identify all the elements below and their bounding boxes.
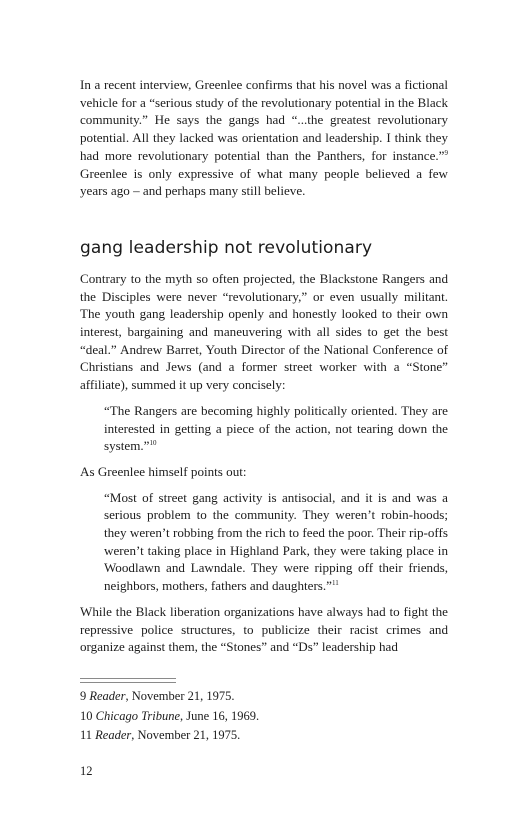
paragraph-text: In a recent interview, Greenlee confirms that his novel was a fictional vehicle for a “serious study of the revolutionary potential in the Black community.” He says the gangs had “...the greatest revolutionary potential. All they lacked was orientation and leadership. I think they had more revolutionary potential than the Panthers, for instance.” (80, 77, 448, 163)
paragraph-text-tail: Greenlee is only expressive of what many people believed a few years ago – and perhaps many still believe. (80, 165, 448, 199)
section-heading: gang leadership not revolutionary (80, 237, 373, 258)
footnote-source: Chicago Tribune (95, 708, 181, 723)
paragraph-greenlee-interview (80, 76, 448, 200)
page-body (80, 76, 448, 656)
footnote-rest: , November 21, 1975. (131, 728, 241, 742)
footnote-source: Reader (89, 689, 126, 703)
blockquote-street-gang (104, 489, 448, 595)
footnote-11 (80, 726, 448, 746)
quote-text: “Most of street gang activity is antisocial, and it is and was a serious problem to the community. They weren’t robin-hoods; they weren’t robbing from the rich to feed the poor. Their rip-offs weren’t taking place in Highland Park, they were taking place in Woodlawn and Lawndale. They were ripping off their friends, neighbors, mothers, fathers and daughters.” (104, 489, 448, 594)
footnote-ref-11: 11 (331, 579, 339, 588)
blockquote-rangers (104, 402, 448, 455)
footnote-number: 10 (80, 708, 93, 723)
quote-text: “The Rangers are becoming highly politically oriented. They are interested in getting a piece of the action, not tearing down the system.” (104, 402, 448, 454)
footnote-number: 9 (80, 689, 87, 703)
footnotes (80, 687, 448, 746)
footnote-10 (80, 707, 448, 727)
paragraph-greenlee-points-out: As Greenlee himself points out: (80, 463, 247, 479)
page-number: 12 (80, 764, 93, 778)
footnote-ref-9: 9 (444, 148, 448, 157)
footnote-divider (80, 678, 176, 683)
paragraph-liberation-orgs: While the Black liberation organizations have always had to fight the repressive police structures, to publicize their racist crimes and organize against them, the “Stones” and “Ds” leadership had (80, 603, 448, 655)
paragraph-myth: Contrary to the myth so often projected, the Blackstone Rangers and the Disciples were never “revolutionary,” or even usually militant. The youth gang leadership openly and honestly looked to their own interest, bargaining and maneuvering with all sides to get the best “deal.” Andrew Barret, Youth Director of the National Conference of Christians and Jews (and a former street worker with a “Stone” affiliate), summed it up very concisely: (80, 270, 448, 393)
footnote-rest: , June 16, 1969. (180, 708, 260, 723)
footnote-source: Reader (95, 728, 132, 742)
footnote-number: 11 (80, 728, 93, 742)
footnote-9 (80, 687, 448, 707)
footnote-rest: , November 21, 1975. (125, 689, 235, 703)
footnote-ref-10: 10 (149, 439, 157, 448)
